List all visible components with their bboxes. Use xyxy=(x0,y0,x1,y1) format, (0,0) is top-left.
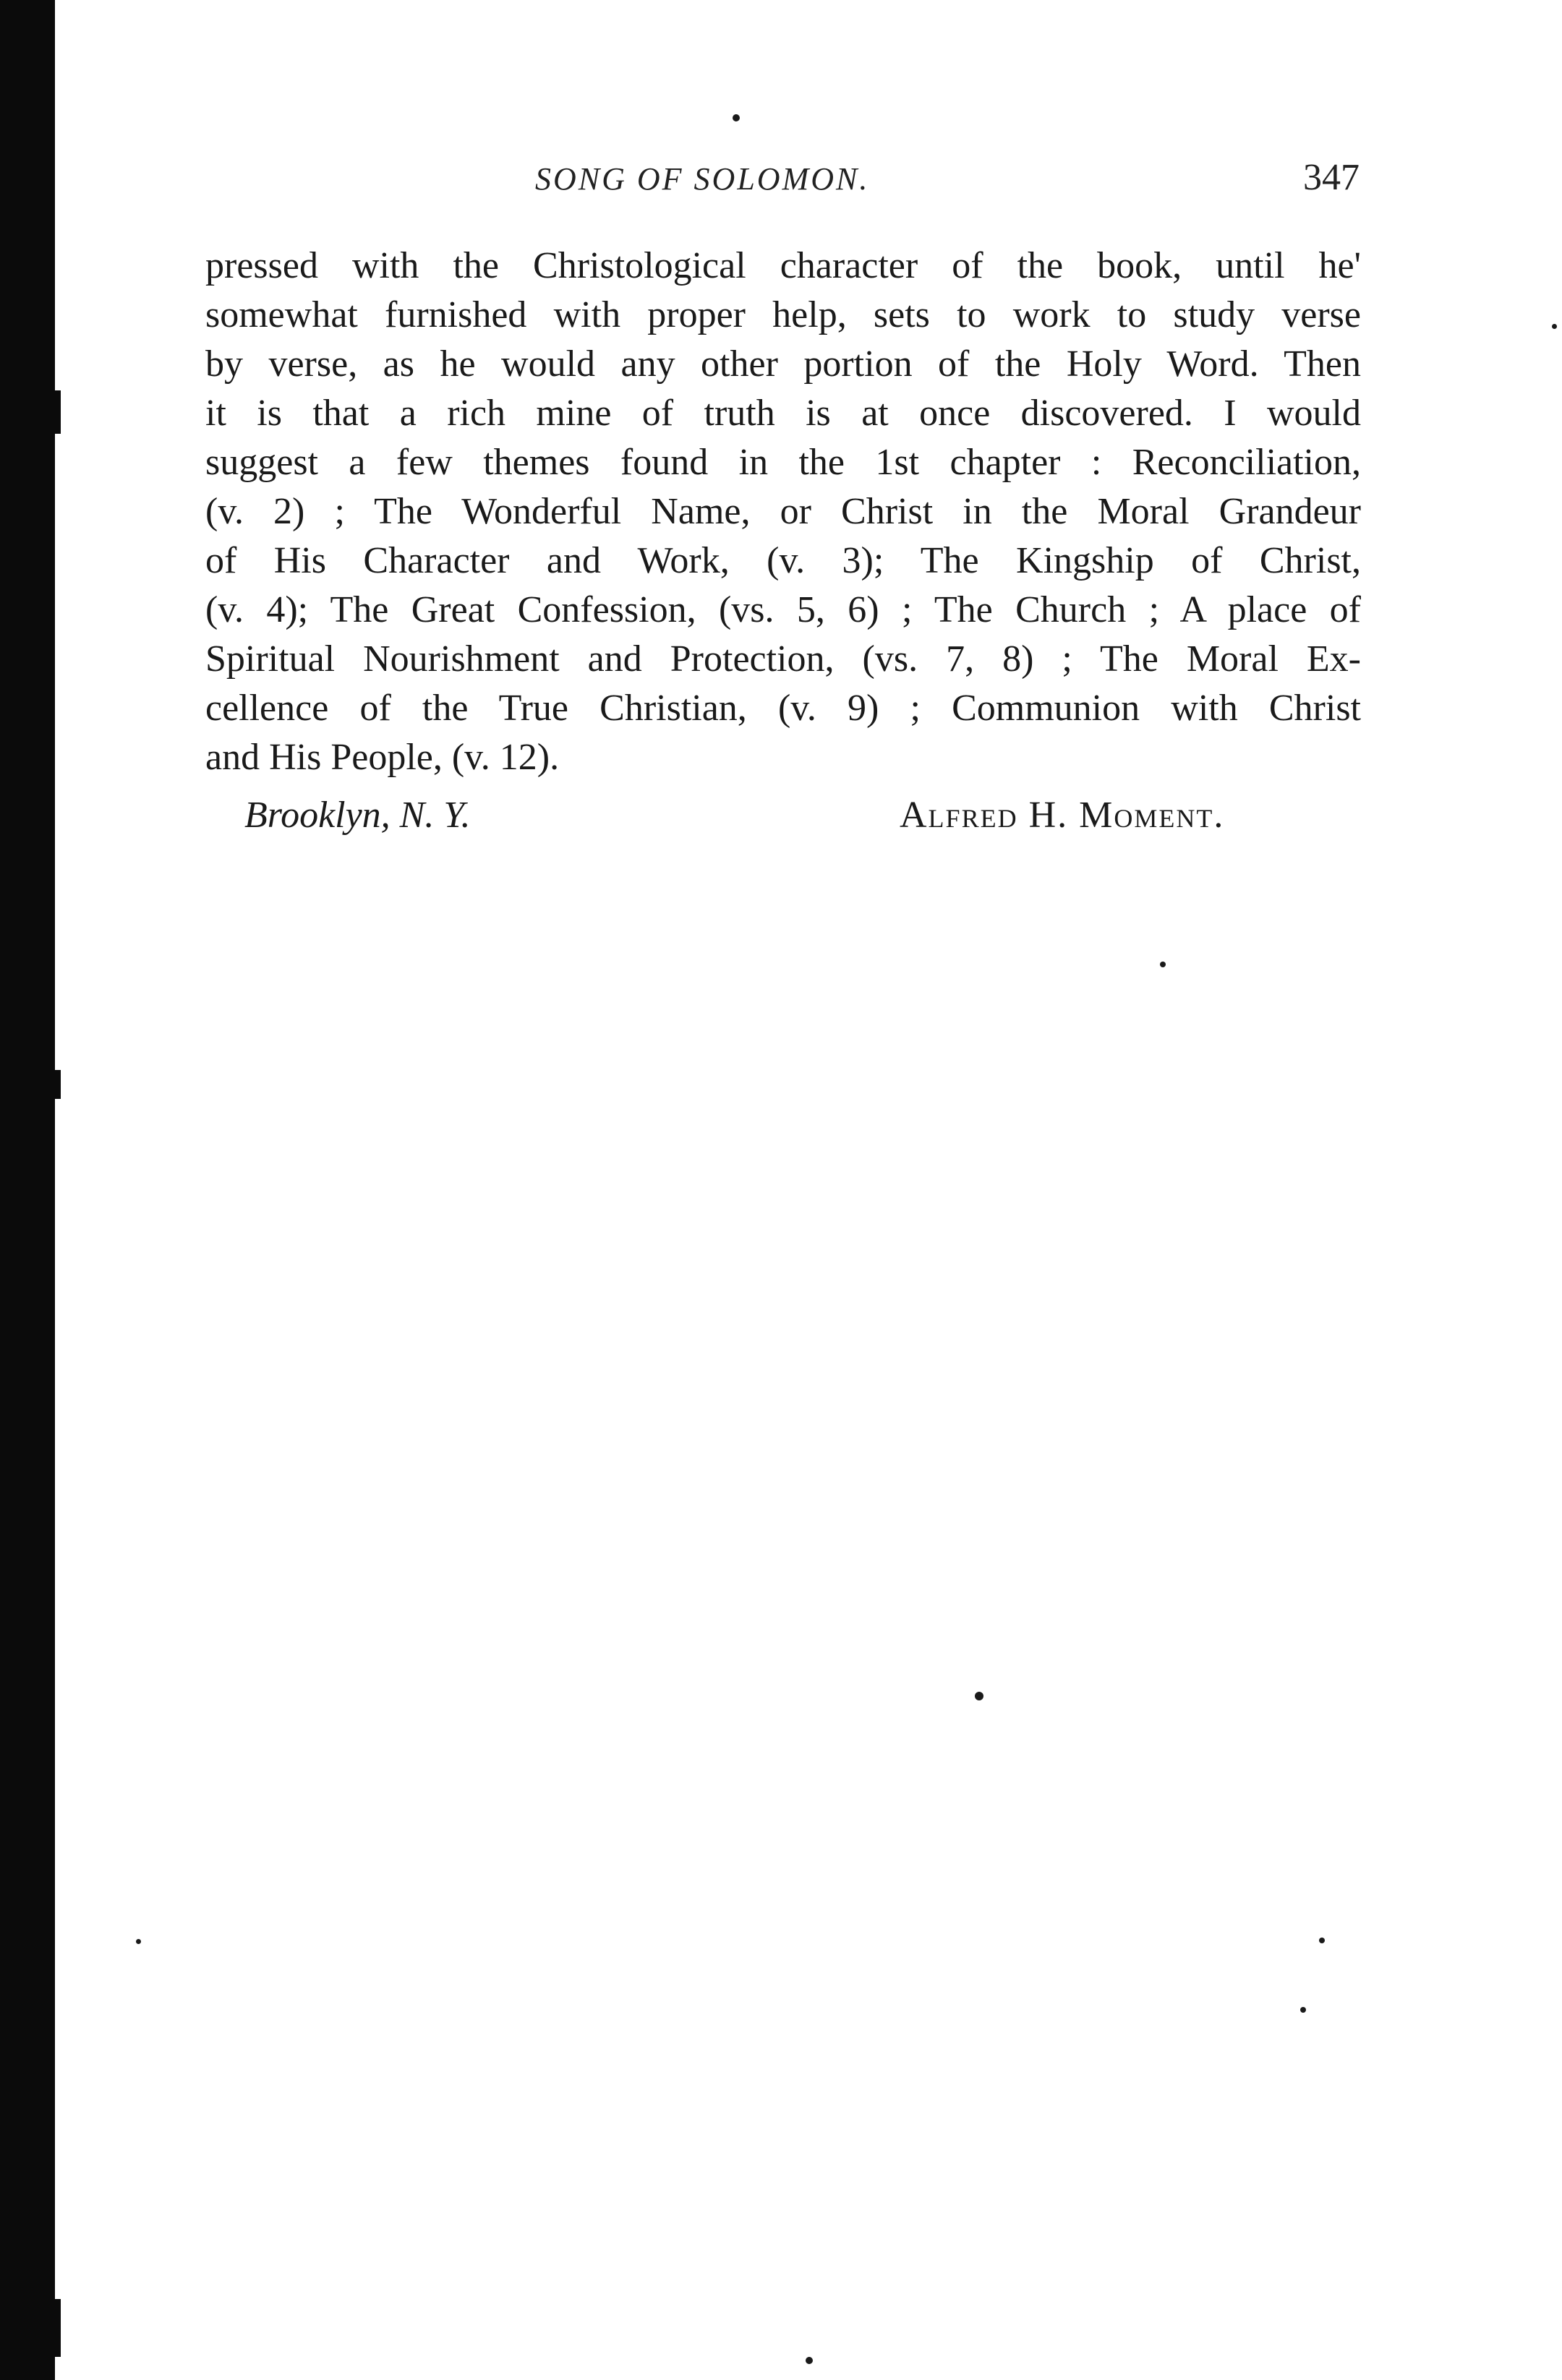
text-line: Spiritual Nourishment and Protection, (vs. 7, 8) ; The Moral Ex- xyxy=(205,638,1361,680)
page-number: 347 xyxy=(1303,157,1360,198)
text-line: (v. 4); The Great Confession, (vs. 5, 6) ; The Church ; A place of xyxy=(205,589,1361,630)
text-line: (v. 2) ; The Wonderful Name, or Christ in the Moral Grandeur xyxy=(205,491,1361,532)
signature-line xyxy=(205,794,1361,844)
page-binding-edge xyxy=(0,0,55,2380)
text-line: cellence of the True Christian, (v. 9) ; Communion with Christ xyxy=(205,688,1361,729)
ink-speck xyxy=(1160,962,1166,967)
text-line: and His People, (v. 12). xyxy=(205,737,560,778)
text-line: somewhat furnished with proper help, sets to work to study verse xyxy=(205,294,1361,335)
ink-speck xyxy=(1552,324,1557,329)
running-title: SONG OF SOLOMON. xyxy=(535,161,870,197)
binding-mark xyxy=(45,2299,61,2357)
binding-mark xyxy=(45,1070,61,1099)
binding-mark xyxy=(45,390,61,434)
running-head xyxy=(202,157,1360,211)
body-paragraph xyxy=(205,241,1361,782)
text-line: pressed with the Christological character of the book, until he' xyxy=(205,245,1361,286)
signature-place: Brooklyn, N. Y. xyxy=(244,795,471,836)
ink-speck xyxy=(975,1692,983,1700)
text-line: suggest a few themes found in the 1st chapter : Reconciliation, xyxy=(205,442,1361,483)
ink-speck xyxy=(1300,2007,1306,2013)
ink-speck xyxy=(733,114,740,121)
ink-speck xyxy=(806,2357,813,2364)
ink-speck xyxy=(1319,1938,1325,1943)
text-line: by verse, as he would any other portion of the Holy Word. Then xyxy=(205,343,1361,385)
ink-speck xyxy=(136,1939,141,1944)
signature-author: Alfred H. Moment. xyxy=(900,795,1225,836)
text-line: it is that a rich mine of truth is at once discovered. I would xyxy=(205,393,1361,434)
text-line: of His Character and Work, (v. 3); The Kingship of Christ, xyxy=(205,540,1361,581)
